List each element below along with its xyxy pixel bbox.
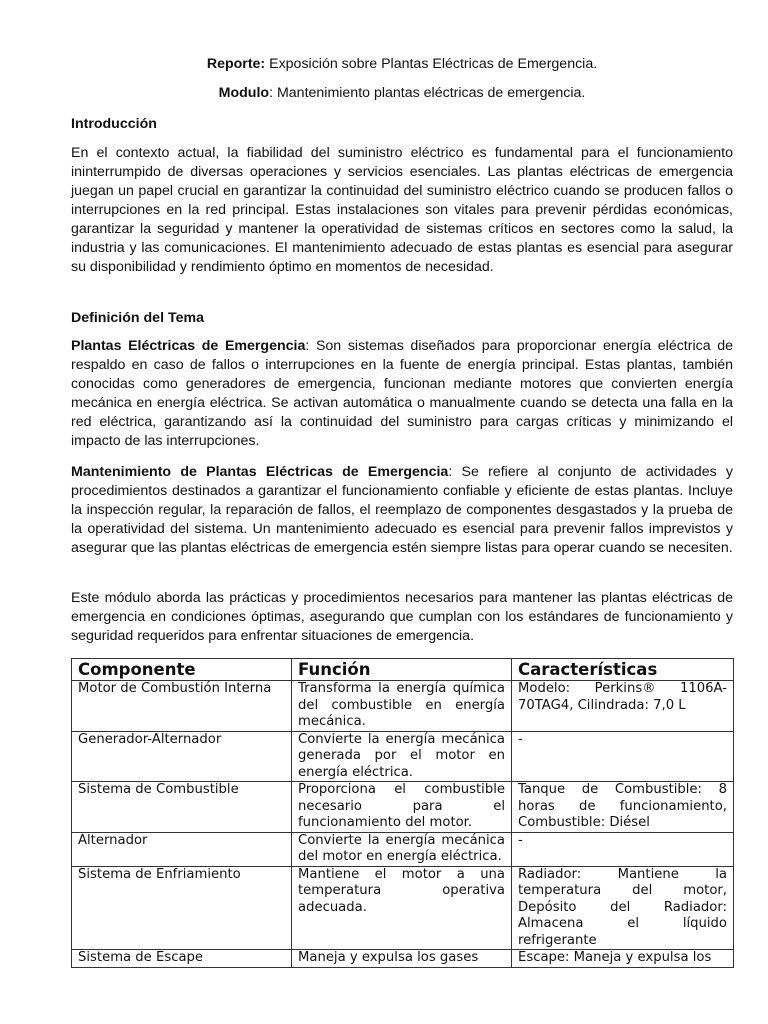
report-text: Exposición sobre Plantas Eléctricas de Emergencia. <box>265 56 598 72</box>
components-table <box>71 658 734 968</box>
header-funcion: Función <box>292 659 512 681</box>
cell-funcion: Convierte la energía mecánica generada por el motor en energía eléctrica. <box>292 731 512 782</box>
cell-caracteristicas: Radiador: Mantiene la temperatura del motor, Depósito del Radiador: Almacena el líquido refrigerante <box>512 866 734 950</box>
cell-caracteristicas: - <box>512 832 734 866</box>
cell-funcion: Transforma la energía química del combustible en energía mecánica. <box>292 681 512 732</box>
definition-paragraph-plants <box>71 337 733 451</box>
intro-heading: Introducción <box>71 116 157 132</box>
cell-componente: Alternador <box>72 832 292 866</box>
intro-paragraph: En el contexto actual, la fiabilidad del suministro eléctrico es fundamental para el funcionamiento ininterrumpido de diversas operaciones y servicios esenciales. Las plantas eléctricas de emergencia juegan un papel crucial en garantizar la continuidad del suministro eléctrico cuando se producen fallos o interrupciones en la red principal. Estas instalaciones son vitales para prevenir pérdidas económicas, garantizar la seguridad y mantener la operatividad de sistemas críticos en sectores como la salud, la industria y las comunicaciones. El mantenimiento adecuado de estas plantas es esencial para asegurar su disponibilidad y rendimiento óptimo en momentos de necesidad. <box>71 145 733 275</box>
cell-caracteristicas: Tanque de Combustible: 8 horas de funcionamiento, Combustible: Diésel <box>512 782 734 833</box>
header-caracteristicas: Características <box>512 659 734 681</box>
report-label: Reporte: <box>206 56 266 72</box>
module-title <box>71 84 733 103</box>
cell-funcion: Convierte la energía mecánica del motor en energía eléctrica. <box>292 832 512 866</box>
table-header-row <box>72 659 734 681</box>
report-title <box>71 55 733 74</box>
header-componente: Componente <box>72 659 292 681</box>
table-row <box>72 832 734 866</box>
module-paragraph: Este módulo aborda las prácticas y procedimientos necesarios para mantener las plantas eléctricas de emergencia en condiciones óptimas, asegurando que cumplan con los estándares de funcionamiento y seguridad requeridos para enfrentar situaciones de emergencia. <box>71 590 733 644</box>
table-row <box>72 681 734 732</box>
cell-componente: Sistema de Enfriamiento <box>72 866 292 950</box>
module-text: : Mantenimiento plantas eléctricas de emergencia. <box>269 85 586 101</box>
table-row <box>72 731 734 782</box>
cell-componente: Sistema de Combustible <box>72 782 292 833</box>
module-label: Modulo <box>218 85 270 101</box>
definition-term-maintenance: Mantenimiento de Plantas Eléctricas de Emergencia <box>71 464 449 480</box>
table-row <box>72 950 734 968</box>
definition-term-plants: Plantas Eléctricas de Emergencia <box>71 338 306 354</box>
definition-paragraph-maintenance <box>71 463 733 558</box>
definition-text-plants: : Son sistemas diseñados para proporcionar energía eléctrica de respaldo en caso de fallos o interrupciones en la fuente de energía principal. Estas plantas, también conocidas como generadores de emergencia, funcionan mediante motores que convierten energía mecánica en energía eléctrica. Se activan automática o manualmente cuando se detecta una falla en la red eléctrica, garantizando así la continuidad del suministro para cargas críticas y minimizando el impacto de las interrupciones. <box>71 338 734 449</box>
cell-caracteristicas: - <box>512 731 734 782</box>
cell-caracteristicas: Escape: Maneja y expulsa los <box>512 950 734 968</box>
cell-funcion: Mantiene el motor a una temperatura operativa adecuada. <box>292 866 512 950</box>
cell-caracteristicas: Modelo: Perkins® 1106A-70TAG4, Cilindrada: 7,0 L <box>512 681 734 732</box>
table-row <box>72 866 734 950</box>
cell-componente: Motor de Combustión Interna <box>72 681 292 732</box>
table-row <box>72 782 734 833</box>
definition-heading: Definición del Tema <box>71 310 204 326</box>
cell-componente: Sistema de Escape <box>72 950 292 968</box>
definition-text-maintenance: : Se refiere al conjunto de actividades y procedimientos destinados a garantizar el funcionamiento confiable y eficiente de estas plantas. Incluye la inspección regular, la reparación de fallos, el reemplazo de componentes desgastados y la prueba de la operatividad del sistema. Un mantenimiento adecuado es esencial para prevenir fallos imprevistos y asegurar que las plantas eléctricas de emergencia estén siempre listas para operar cuando se necesiten. <box>71 464 733 556</box>
cell-componente: Generador-Alternador <box>72 731 292 782</box>
cell-funcion: Proporciona el combustible necesario para el funcionamiento del motor. <box>292 782 512 833</box>
cell-funcion: Maneja y expulsa los gases <box>292 950 512 968</box>
